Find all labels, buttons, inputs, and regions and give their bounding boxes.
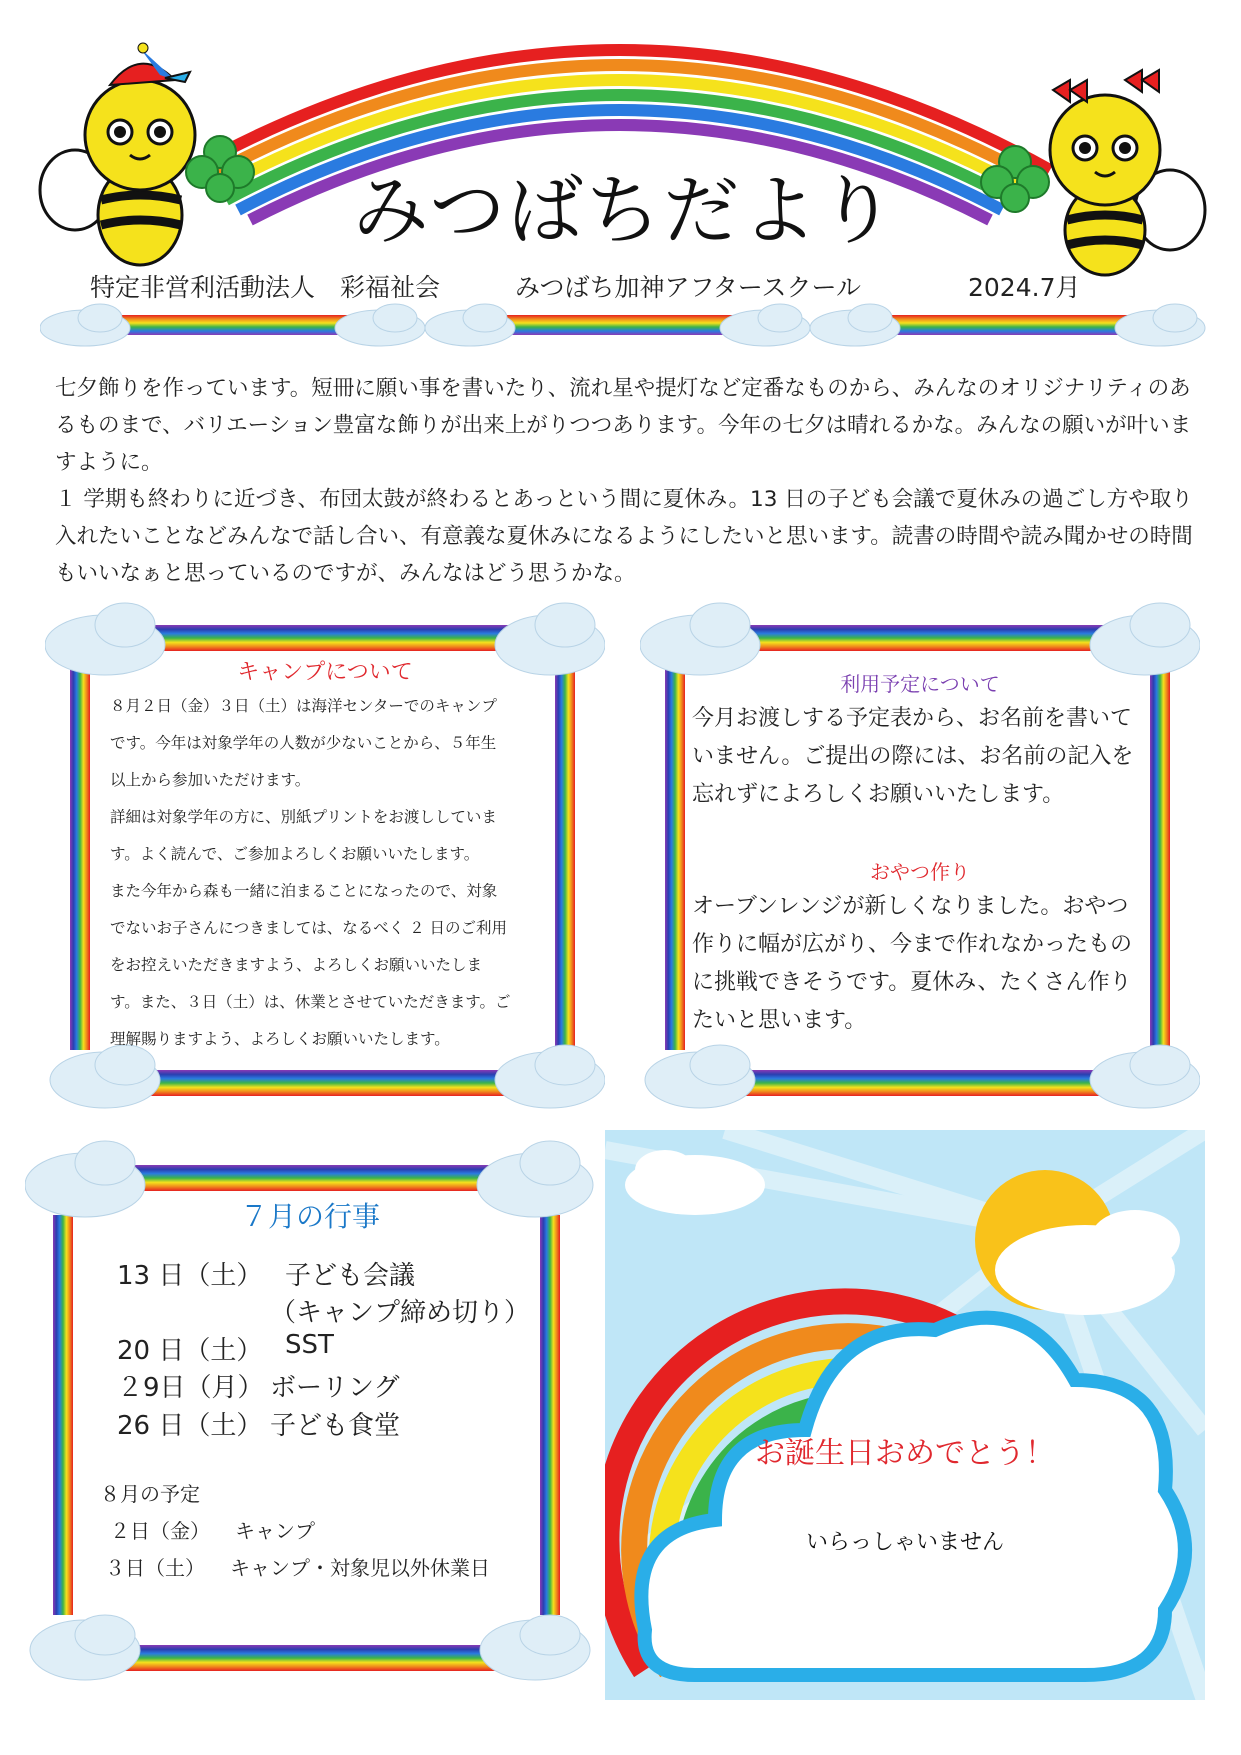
event-name: 子ども食堂 <box>270 1411 401 1441</box>
header-cloud-strip <box>40 300 1210 350</box>
event-name: ボーリング <box>270 1373 400 1403</box>
august-title: ８月の予定 <box>100 1482 200 1506</box>
snack-line: たいと思います。 <box>692 1008 867 1033</box>
event-date: 20 日（土） <box>117 1336 263 1366</box>
event-name: （キャンプ締め切り） <box>270 1298 531 1328</box>
camp-line: また今年から森も一緒に泊まることになったので、対象 <box>110 882 498 900</box>
issue-date: 2024.7月 <box>968 273 1081 302</box>
intro-paragraph-1: 七夕飾りを作っています。短冊に願い事を書いたり、流れ星や提灯など定番なものから、みんなのオリジナリティのあるものまで、バリエーション豊富な飾りが出来上がりつつあります。今年の七夕は晴れるかな。みんなの願いが叶いますように。 <box>55 376 1192 475</box>
birthday-title: お誕生日おめでとう！ <box>755 1436 1055 1471</box>
usage-line: いません。ご提出の際には、お名前の記入を <box>692 744 1134 769</box>
clover-icon <box>180 130 260 210</box>
camp-line: 詳細は対象学年の方に、別紙プリントをお渡ししていま <box>110 808 497 826</box>
usage-line: 忘れずによろしくお願いいたします。 <box>692 782 1065 807</box>
camp-line: ８月２日（金）３日（土）は海洋センターでのキャンプ <box>110 697 497 715</box>
intro-paragraph-2: １ 学期も終わりに近づき、布団太鼓が終わるとあっという間に夏休み。13 日の子ども会議で夏休みの過ごし方や取り入れたいことなどみんなで話し合い、有意義な夏休みになるようにしたいと思います。読書の時間や読み聞かせの時間もいいなぁと思っているのですが、みんなはどう思うかな。 <box>55 487 1193 586</box>
camp-line: でないお子さんにつきましては、なるべく ２ 日のご利用 <box>110 919 508 937</box>
event-date: ２9日（月） <box>117 1373 264 1403</box>
camp-line: をお控えいただきますよう、よろしくお願いいたしま <box>110 956 483 974</box>
birthday-message: いらっしゃいません <box>805 1530 1004 1555</box>
organization-name: 特定非営利活動法人 彩福祉会 <box>90 273 441 302</box>
school-name: みつばち加神アフタースクール <box>515 273 862 302</box>
snack-title: おやつ作り <box>870 860 970 884</box>
camp-body <box>110 688 550 1058</box>
august-event: キャンプ・対象児以外休業日 <box>230 1556 490 1580</box>
birthday-illustration <box>605 1130 1205 1700</box>
event-name: 子ども会議 <box>285 1261 416 1291</box>
snack-line: に挑戦できそうです。夏休み、たくさん作り <box>692 970 1132 995</box>
usage-line: 今月お渡しする予定表から、お名前を書いて <box>692 706 1133 731</box>
august-date: ３日（土） <box>105 1556 205 1580</box>
events-title: ７月の行事 <box>239 1200 380 1233</box>
camp-title: キャンプについて <box>237 660 413 685</box>
usage-title: 利用予定について <box>840 672 1000 696</box>
snack-line: オーブンレンジが新しくなりました。おやつ <box>692 894 1129 919</box>
event-date: 13 日（土） <box>117 1261 263 1291</box>
event-date: 26 日（土） <box>117 1411 263 1441</box>
camp-line: 理解賜りますよう、よろしくお願いいたします。 <box>110 1030 450 1048</box>
snack-body <box>692 888 1142 1040</box>
camp-line: です。今年は対象学年の人数が少ないことから、５年生 <box>110 734 497 752</box>
intro-text <box>55 370 1205 592</box>
event-name: SST <box>285 1330 334 1360</box>
snack-line: 作りに幅が広がり、今まで作れなかったもの <box>692 932 1133 957</box>
page-title: みつばちだより <box>352 166 898 255</box>
clover-icon <box>975 140 1055 220</box>
usage-body <box>692 700 1142 814</box>
camp-line: す。また、３日（土）は、休業とさせていただきます。ご <box>110 993 511 1011</box>
camp-line: 以上から参加いただけます。 <box>110 771 311 789</box>
august-event: キャンプ <box>235 1519 315 1543</box>
camp-line: す。よく読んで、ご参加よろしくお願いいたします。 <box>110 845 480 863</box>
august-date: ２日（金） <box>110 1519 210 1543</box>
